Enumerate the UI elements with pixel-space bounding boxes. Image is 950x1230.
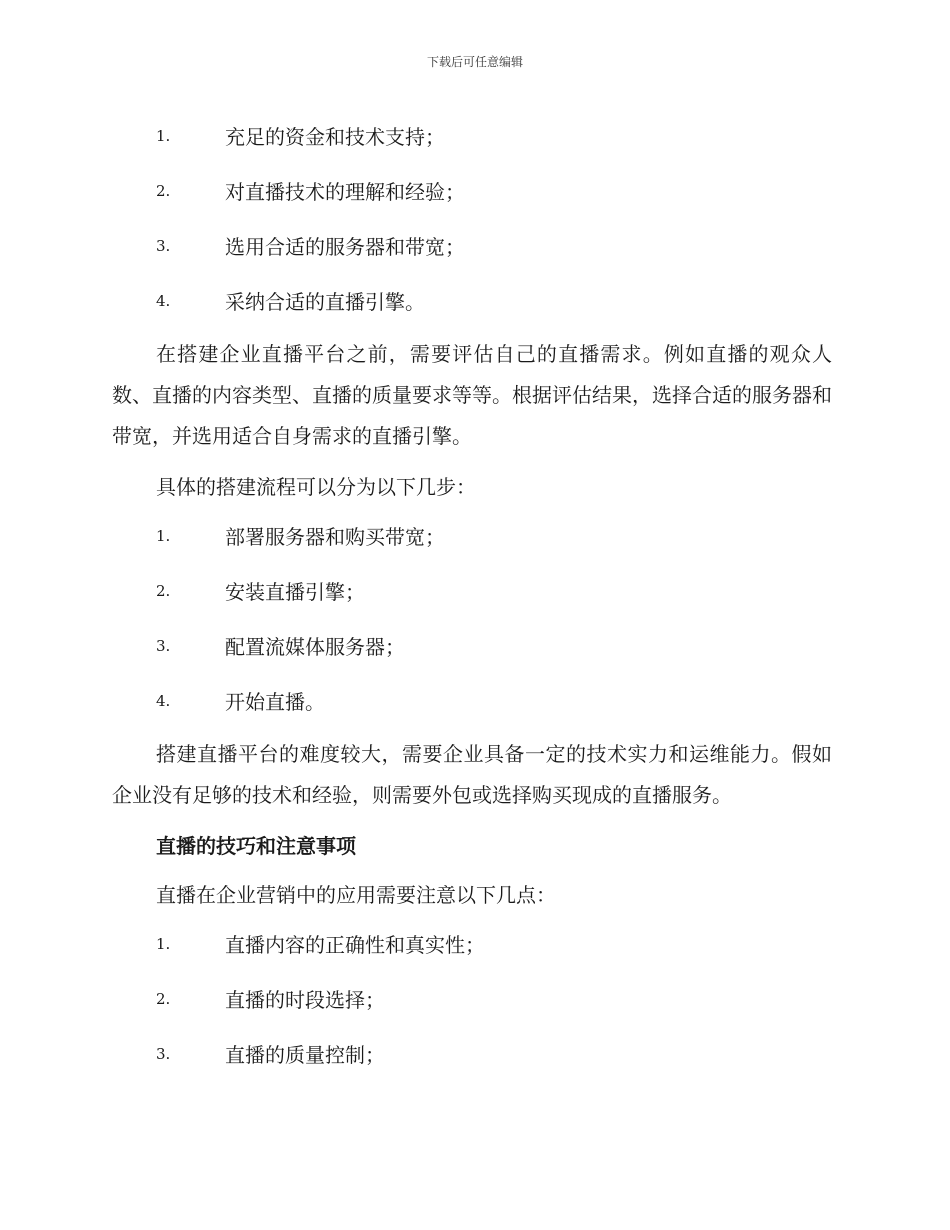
list-number: 2. [156,581,171,600]
list-number: 3. [156,236,171,255]
steps-list [112,508,832,728]
list-number: 3. [156,1044,171,1063]
list-item [112,563,832,618]
list-text: 安装直播引擎； [225,580,365,604]
list-text: 直播内容的正确性和真实性； [225,933,485,957]
list-text: 选用合适的服务器和带宽； [225,235,465,259]
notes-list [112,916,832,1081]
page-header: 下载后可任意编辑 [426,55,523,69]
list-text: 对直播技术的理解和经验； [225,180,465,204]
list-item [112,673,832,728]
list-number: 4. [156,291,171,310]
list-number: 2. [156,989,171,1008]
list-number: 2. [156,181,171,200]
list-text: 配置流媒体服务器； [225,635,405,659]
list-text: 部署服务器和购买带宽； [225,525,445,549]
paragraph-steps-intro: 具体的搭建流程可以分为以下几步： [156,475,476,499]
list-item [112,508,832,563]
document-body [112,108,832,1081]
paragraph-difficulty: 搭建直播平台的难度较大，需要企业具备一定的技术实力和运维能力。假如企业没有足够的技术和经验，则需要外包或选择购买现成的直播服务。 [112,742,832,807]
list-item [112,273,832,328]
list-item [112,618,832,673]
list-item [112,971,832,1026]
list-text: 开始直播。 [225,690,325,714]
list-text: 充足的资金和技术支持； [225,125,445,149]
section-heading: 直播的技巧和注意事项 [156,834,356,858]
list-number: 1. [156,126,171,145]
list-text: 采纳合适的直播引擎。 [225,290,425,314]
list-number: 1. [156,934,171,953]
paragraph-notes-intro: 直播在企业营销中的应用需要注意以下几点： [156,883,556,907]
list-text: 直播的时段选择； [225,988,385,1012]
list-item [112,163,832,218]
list-item [112,108,832,163]
list-number: 4. [156,691,171,710]
list-text: 直播的质量控制； [225,1043,385,1067]
list-number: 1. [156,526,171,545]
requirements-list [112,108,832,328]
list-number: 3. [156,636,171,655]
list-item [112,1026,832,1081]
list-item [112,218,832,273]
list-item [112,916,832,971]
paragraph-needs-assessment: 在搭建企业直播平台之前，需要评估自己的直播需求。例如直播的观众人数、直播的内容类型、直播的质量要求等等。根据评估结果，选择合适的服务器和带宽，并选用适合自身需求的直播引擎。 [112,342,832,448]
